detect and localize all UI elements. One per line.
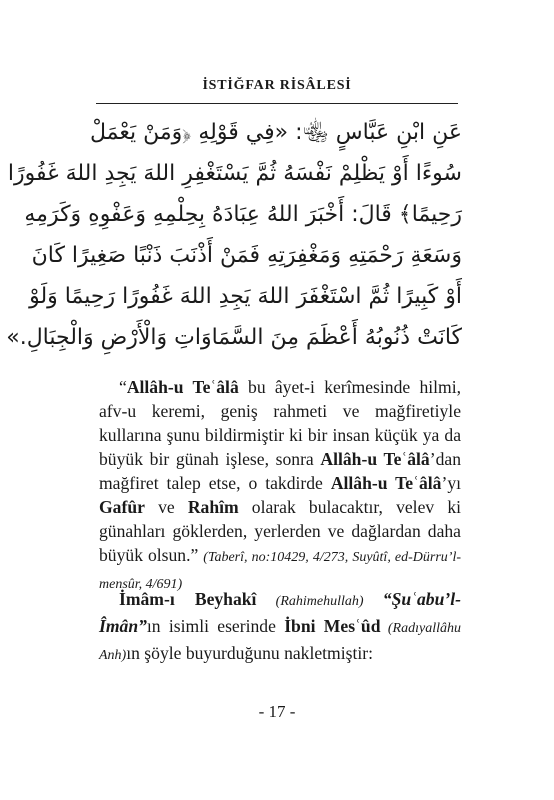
narration-paragraph [99, 587, 461, 668]
bold-name: Allâh-u Teʿâlâ [126, 377, 239, 397]
text-run: ve [144, 497, 188, 517]
book-title: “Şuʿabu’l-Îmân” [99, 589, 461, 636]
arabic-line: أَوْ كَبِيرًا ثُمَّ اسْتَغْفَرَ اللهَ يَجِدِ اللهَ غَفُورًا رَحِيمًا وَلَوْ [29, 284, 462, 309]
arabic-line: كَانَتْ ذُنُوبُهُ أَعْظَمَ مِنَ السَّمَاوَاتِ وَالْأَرْضِ وَالْجِبَالِ.» [6, 325, 462, 350]
honorific: (Rahimehullah) [256, 594, 383, 609]
text-run: ın şöyle buyurduğunu nakletmiştir: [126, 643, 373, 663]
translation-paragraph [99, 375, 461, 597]
text-run: olarak bulacaktır, velev ki günahları göklerden, yerlerden ve dağlardan daha büyük olsun.” [99, 497, 462, 565]
bold-name: İbni Mesʿûd [284, 616, 381, 636]
arabic-line: عَنِ ابْنِ عَبَّاسٍ ﵄: «فِي قَوْلِهِ ﴿وَمَنْ يَعْمَلْ [90, 120, 462, 145]
text-run: ’dan mağfiret talep etse, o takdirde [99, 449, 461, 493]
arabic-line: رَحِيمًا﴾ قَالَ: أَخْبَرَ اللهُ عِبَادَهُ بِحِلْمِهِ وَعَفْوِهِ وَكَرَمِهِ [24, 202, 462, 227]
text-run: ’yı [441, 473, 462, 493]
bold-name: İmâm-ı Beyhakî [119, 589, 257, 609]
arabic-line: وَسَعَةِ رَحْمَتِهِ وَمَغْفِرَتِهِ فَمَنْ أَذْنَبَ ذَنْبًا صَغِيرًا كَانَ [31, 243, 462, 268]
page-number: - 17 - [258, 702, 296, 721]
bold-name: Gafûr [99, 497, 145, 517]
bold-name: Rahîm [187, 497, 239, 517]
bold-name: Allâh-u Teʿâlâ [320, 449, 430, 469]
text-run: “ [119, 377, 127, 397]
arabic-line: سُوءًا أَوْ يَظْلِمْ نَفْسَهُ ثُمَّ يَسْتَغْفِرِ اللهَ يَجِدِ اللهَ غَفُورًا [7, 161, 462, 186]
source-citation: (Taberî, no:10429, 4/273, Suyûtî, ed-Dürru’l-mensûr, 4/691) [99, 550, 461, 592]
text-run: bu âyet-i kerîmesinde hilmi, afv-u keremi, geniş rahmeti ve mağfiretiyle kullarına şunu bildirmiştir ki bir insan küçük ya da büyük bir günah işlese, sonra [99, 377, 461, 469]
text-run: ın isimli eserinde [146, 616, 285, 636]
bold-name: Allâh-u Teʿâlâ [330, 473, 442, 493]
running-header: İSTİĞFAR RİSÂLESİ [202, 78, 352, 93]
honorific: (Radıyallâhu Anh) [99, 621, 461, 663]
arabic-hadith-text [6, 112, 462, 358]
header-rule [96, 103, 458, 104]
